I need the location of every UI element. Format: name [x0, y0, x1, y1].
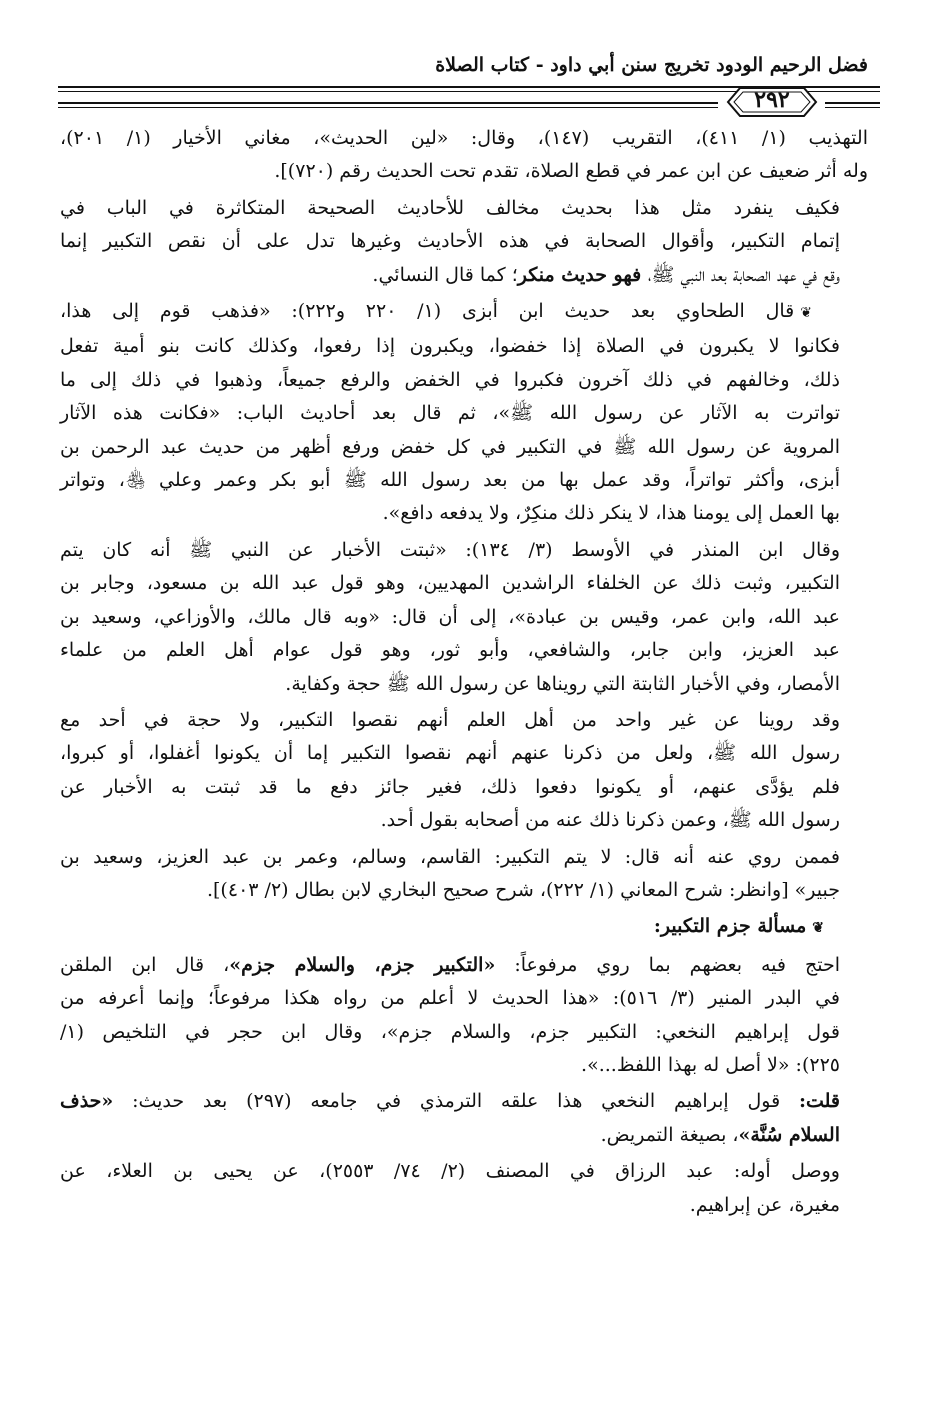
text-line: وله أثر ضعيف عن ابن عمر في قطع الصلاة، تقدم تحت الحديث رقم (٧٢٠)]. [274, 160, 868, 183]
text-line: رسول الله ﷺ، ولعل من ذكرنا عنهم أنهم نقصوا التكبير إما أن يكونوا أغفلوا، أو كبروا، [60, 742, 840, 765]
text-line: وقد روينا عن غير واحد من أهل العلم أنهم نقصوا التكبير، ولا حجة في أحد مع [60, 708, 840, 731]
text-line: فكانوا لا يكبرون في الصلاة إذا خفضوا، ويكبرون إذا رفعوا، وكذلك كانت بنو أمية تفعل [60, 335, 840, 358]
text-line: جبير» [وانظر: شرح المعاني (١/ ٢٢٢)، شرح صحيح البخاري لابن بطال (٢/ ٤٠٣)]. [206, 878, 840, 901]
paragraph [60, 1085, 868, 1152]
flower-bullet-icon: ❦ [812, 920, 824, 937]
page-number-badge [726, 84, 818, 120]
page-number-rule-left-thin [58, 107, 718, 108]
paragraph [60, 949, 868, 1083]
text-line [60, 949, 868, 982]
text-line: تواترت به الآثار عن رسول الله ﷺ»، ثم قال بعد أحاديث الباب: «فكانت هذه الآثار [60, 402, 840, 425]
paragraph [60, 841, 868, 908]
text-line: عبد العزيز، وابن جابر، والشافعي، وأبو ثور، وهو قول عوام أهل العلم من علماء [60, 639, 840, 662]
page-number-rule-left [58, 102, 718, 104]
paragraph [60, 192, 868, 292]
text-line: التهذيب (١/ ٤١١)، التقريب (١٤٧)، وقال: «لين الحديث»، مغاني الأخيار (١/ ٢٠١)، [60, 127, 868, 149]
text-segment: قال الطحاوي بعد حديث ابن أبزى (١/ ٢٢٠ و٢٢٢): «فذهب قوم إلى هذا، [60, 300, 795, 323]
body-text [60, 122, 868, 1225]
text-segment: ، قال ابن الملقن [60, 953, 230, 976]
text-segment: قول إبراهيم النخعي هذا علقه الترمذي في جامعه (٢٩٧) بعد حديث: [113, 1090, 799, 1113]
text-line [60, 1119, 868, 1152]
page-number-rule-right-thin [825, 107, 880, 108]
text-line: مغيرة، عن إبراهيم. [689, 1193, 840, 1216]
text-segment: ، بصيغة التمريض. [600, 1123, 739, 1146]
text-line: ذلك، وخالفهم في ذلك آخرون فكبروا في الخفض والرفع جميعاً، وذهبوا في ذلك إلى ما [60, 368, 840, 391]
paragraph-footnote-continuation [60, 122, 868, 189]
qultu-label: قلت: [798, 1090, 840, 1113]
text-line: المروية عن رسول الله ﷺ في التكبير في كل خفض ورفع أظهر من حديث عبد الرحمن بن [60, 435, 840, 458]
text-line: فممن روي عنه أنه قال: لا يتم التكبير: القاسم، وسالم، وعمر بن عبد العزيز، وسعيد بن [60, 845, 840, 868]
text-line: الأمصار، وفي الأخبار الثابتة التي رويناها عن رسول الله ﷺ حجة وكفاية. [285, 672, 840, 695]
text-line: إتمام التكبير، وأقوال الصحابة في هذه الأحاديث وغيرها تدل على أن نقص التكبير إنما [60, 230, 840, 253]
text-line: أبزى، وأكثر تواتراً، وقد عمل بها من بعد رسول الله ﷺ أبو بكر وعمر وعلي ﵃، وتواتر [60, 469, 840, 492]
verdict-bold: فهو حديث منكر [517, 263, 648, 286]
text-line: عبد الله، وابن عمر، وقيس بن عبادة»، إلى أن قال: «وبه قال مالك، والأوزاعي، وسعيد بن [60, 605, 840, 628]
quoted-hadith-bold: السلام سُنَّة» [738, 1123, 840, 1146]
text-line [60, 295, 868, 330]
text-line: وقال ابن المنذر في الأوسط (٣/ ١٣٤): «ثبتت الأخبار عن النبي ﷺ أنه كان يتم [60, 538, 840, 561]
paragraph [60, 1155, 868, 1222]
page-number: ٢٩٢ [754, 87, 790, 113]
heading-text: مسألة جزم التكبير: [653, 915, 807, 938]
text-segment: احتج فيه بعضهم بما روي مرفوعاً: [495, 953, 841, 976]
paragraph [60, 704, 868, 838]
quoted-hadith-bold: «التكبير جزم، والسلام جزم» [229, 953, 496, 976]
text-line [60, 1085, 868, 1118]
text-segment: ؛ كما قال النسائي. [372, 263, 518, 286]
text-segment: وقع في عهد الصحابة بعد النبي ﷺ، [647, 263, 840, 286]
text-line: في البدر المنير (٣/ ٥١٦): «هذا الحديث لا أعلم من رواه هكذا مرفوعاً؛ وإنما أعرفه من [60, 987, 840, 1010]
paragraph-tahawi [60, 295, 868, 531]
text-line: فلم يؤدَّى عنهم، أو يكونوا دفعوا ذلك، فغير جائز دفع ما قد ثبتت به الأخبار عن [60, 775, 840, 798]
paragraph-ibn-almundhir [60, 534, 868, 701]
text-line: بها العمل إلى يومنا هذا، لا ينكر ذلك منكِرٌ، ولا يدفعه دافع». [382, 502, 840, 525]
text-line: ووصل أوله: عبد الرزاق في المصنف (٢/ ٧٤/ ٢٥٥٣)، عن يحيى بن العلاء، عن [60, 1160, 840, 1183]
text-line [60, 259, 868, 292]
text-line: ٢٢٥): «لا أصل له بهذا اللفظ...». [581, 1053, 840, 1076]
quoted-hadith-bold: «حذف [60, 1090, 114, 1113]
section-heading [60, 910, 868, 945]
flower-bullet-icon: ❦ [800, 305, 812, 322]
text-line: فكيف ينفرد مثل هذا بحديث مخالف للأحاديث الصحيحة المتكاثرة في الباب في [60, 196, 840, 219]
running-head: فضل الرحيم الودود تخريج سنن أبي داود - كتاب الصلاة [435, 54, 868, 76]
text-line: رسول الله ﷺ، وعمن ذكرنا ذلك عنه من أصحابه بقول أحد. [380, 809, 840, 832]
page-number-rule-right [825, 102, 880, 104]
text-line: قول إبراهيم النخعي: التكبير جزم، والسلام جزم»، وقال ابن حجر في التلخيص (١/ [60, 1020, 840, 1043]
text-line: التكبير، وثبت ذلك عن الخلفاء الراشدين المهديين، وهو قول عبد الله بن مسعود، وجابر بن [60, 572, 840, 595]
